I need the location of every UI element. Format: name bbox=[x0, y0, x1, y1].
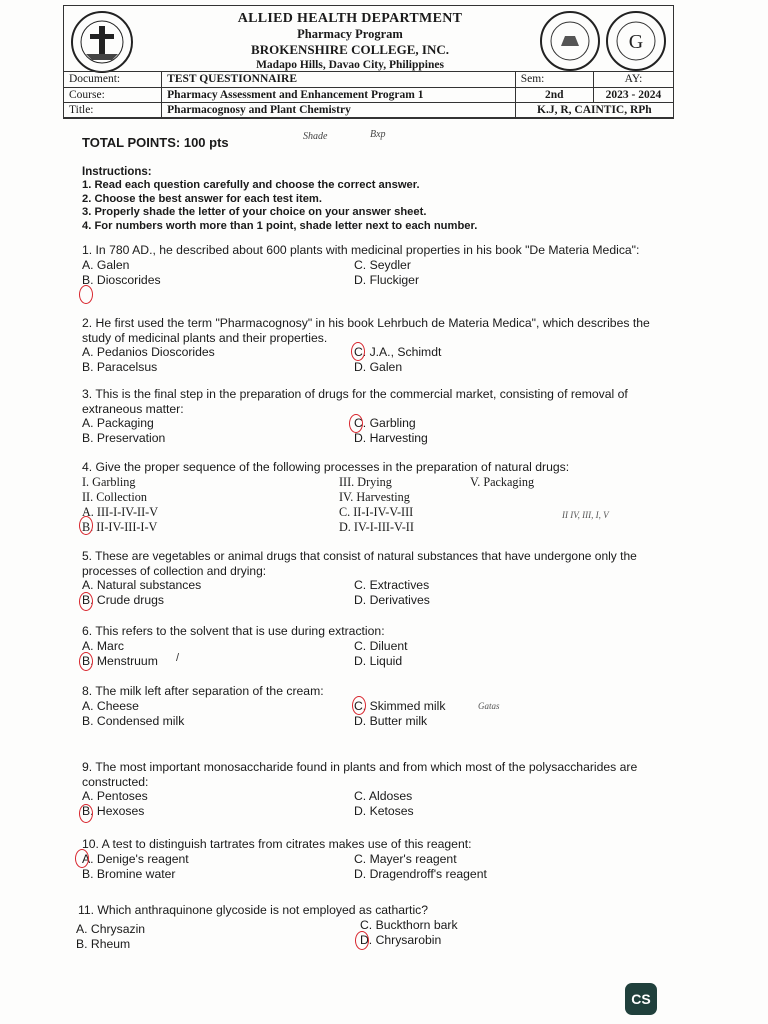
instruction-item: 3. Properly shade the letter of your choice on your answer sheet. bbox=[82, 206, 427, 218]
question-5 bbox=[82, 549, 682, 608]
process-item: V. Packaging bbox=[470, 474, 535, 489]
svg-text:G: G bbox=[628, 31, 644, 53]
college-name: BROKENSHIRE COLLEGE, INC. bbox=[251, 42, 449, 57]
ay-label: AY: bbox=[593, 72, 673, 88]
college-seal-logos bbox=[537, 8, 669, 74]
choice-a: A. Pentoses bbox=[82, 789, 148, 803]
ay-value: 2023 - 2024 bbox=[593, 87, 673, 103]
question-text: 10. A test to distinguish tartrates from citrates makes use of this reagent: bbox=[82, 837, 472, 851]
choice-c: C. J.A., Schimdt bbox=[354, 345, 442, 359]
question-11 bbox=[76, 903, 676, 951]
choice-b: B. Condensed milk bbox=[82, 713, 185, 728]
choice-d: D. Chrysarobin bbox=[360, 932, 442, 947]
answer-circle-mark bbox=[79, 285, 93, 304]
choice-b: B. II-IV-III-I-V bbox=[82, 519, 158, 534]
question-text: 5. These are vegetables or animal drugs that consist of natural substances that have undergone only the processes of collection and drying: bbox=[82, 549, 637, 578]
program-name: Pharmacy Program bbox=[297, 27, 403, 41]
answer-choices bbox=[82, 578, 682, 608]
choice-b: B. Dioscorides bbox=[82, 272, 161, 287]
answer-choices bbox=[82, 639, 682, 669]
choice-c: C. Aldoses bbox=[354, 789, 413, 803]
answer-circle-mark bbox=[79, 516, 93, 535]
process-item: I. Garbling bbox=[82, 474, 136, 489]
choice-b: B. Preservation bbox=[82, 431, 166, 445]
choice-d: D. Ketoses bbox=[354, 804, 414, 818]
sem-value: 2nd bbox=[515, 87, 593, 103]
question-9 bbox=[82, 760, 682, 819]
question-2 bbox=[82, 316, 682, 375]
question-text: 1. In 780 AD., he described about 600 plants with medicinal properties in his book "De Materia Medica": bbox=[82, 243, 640, 257]
choice-c: C. Skimmed milk bbox=[354, 698, 446, 713]
answer-circle-mark bbox=[79, 592, 93, 611]
question-text: 4. Give the proper sequence of the following processes in the preparation of natural drugs: bbox=[82, 460, 570, 474]
question-text: 9. The most important monosaccharide found in plants and from which most of the polysaccharides are constructed: bbox=[82, 760, 638, 789]
choice-d: D. Liquid bbox=[354, 653, 403, 668]
choice-b: B. Bromine water bbox=[82, 866, 176, 881]
instruction-item: 4. For numbers worth more than 1 point, shade letter next to each number. bbox=[82, 219, 478, 232]
course-label: Course: bbox=[64, 87, 162, 103]
document-label: Document: bbox=[64, 72, 162, 88]
answer-choices bbox=[82, 416, 682, 446]
question-text: 2. He first used the term "Pharmacognosy" in his book Lehrbuch de Materia Medica", which describes the study of medicinal plants and their properties. bbox=[82, 316, 650, 345]
instruction-item: 2. Choose the best answer for each test item. bbox=[82, 192, 322, 205]
answer-choices bbox=[82, 789, 682, 819]
question-6 bbox=[82, 624, 682, 669]
choice-a: A. Galen bbox=[82, 257, 130, 272]
choice-c: C. Diluent bbox=[354, 638, 408, 653]
question-text: 3. This is the final step in the preparation of drugs for the commercial market, consisting of removal of extraneous matter: bbox=[82, 387, 628, 416]
choice-c: C. Mayer's reagent bbox=[354, 851, 457, 866]
course-value: Pharmacy Assessment and Enhancement Program 1 bbox=[162, 87, 516, 103]
answer-choices bbox=[82, 852, 682, 882]
question-1 bbox=[82, 243, 682, 288]
process-list bbox=[82, 475, 682, 505]
choice-d: D. Dragendroff's reagent bbox=[354, 866, 487, 881]
title-value: Pharmacognosy and Plant Chemistry bbox=[162, 103, 516, 119]
choice-a: A. Packaging bbox=[82, 416, 154, 430]
choice-d: D. Galen bbox=[354, 360, 403, 374]
process-item: III. Drying bbox=[339, 474, 392, 489]
choice-d: D. Derivatives bbox=[354, 593, 430, 607]
question-text: 6. This refers to the solvent that is use during extraction: bbox=[82, 624, 385, 638]
camscanner-logo: CS bbox=[625, 983, 657, 1015]
answer-circle-mark bbox=[79, 652, 93, 671]
check-mark: / bbox=[176, 652, 180, 664]
choice-c: C. Seydler bbox=[354, 257, 411, 272]
title-label: Title: bbox=[64, 103, 162, 119]
choice-c: C. Buckthorn bark bbox=[360, 917, 458, 932]
choice-c: C. II-I-IV-V-III bbox=[339, 504, 414, 519]
choice-b: B. Crude drugs bbox=[82, 593, 164, 607]
handwritten-note: Shade bbox=[303, 131, 328, 142]
intro-section bbox=[82, 130, 682, 233]
handwritten-note: II IV, III, I, V bbox=[562, 510, 609, 520]
handwritten-note: Gatas bbox=[478, 701, 500, 711]
choice-d: D. Fluckiger bbox=[354, 272, 420, 287]
sem-label: Sem: bbox=[515, 72, 593, 88]
answer-circle-mark bbox=[79, 804, 93, 823]
question-4 bbox=[82, 460, 682, 535]
choice-a: A. Natural substances bbox=[82, 578, 202, 592]
choice-b: B. Rheum bbox=[76, 936, 131, 951]
instruction-item: 1. Read each question carefully and choose the correct answer. bbox=[82, 179, 420, 191]
choice-d: D. Butter milk bbox=[354, 713, 428, 728]
church-seal-logo bbox=[68, 8, 148, 74]
process-item: II. Collection bbox=[82, 489, 147, 504]
answer-circle-mark bbox=[355, 931, 369, 950]
choice-b: B. Paracelsus bbox=[82, 360, 158, 374]
question-10 bbox=[82, 837, 682, 882]
answer-circle-mark bbox=[351, 342, 365, 361]
answer-choices bbox=[76, 917, 676, 951]
choice-b: B. Menstruum bbox=[82, 653, 158, 668]
question-text: 11. Which anthraquinone glycoside is not employed as cathartic? bbox=[78, 903, 429, 917]
handwritten-note: Bxp bbox=[370, 129, 386, 140]
process-item: IV. Harvesting bbox=[339, 489, 410, 504]
document-value: TEST QUESTIONNAIRE bbox=[162, 72, 516, 88]
question-text: 8. The milk left after separation of the cream: bbox=[82, 684, 324, 698]
choice-d: D. IV-I-III-V-II bbox=[339, 519, 414, 534]
choice-c: C. Extractives bbox=[354, 578, 430, 592]
author-name: K.J, R, CAINTIC, RPh bbox=[515, 103, 673, 119]
choice-a: A. Marc bbox=[82, 638, 124, 653]
department-name: ALLIED HEALTH DEPARTMENT bbox=[237, 11, 463, 26]
document-info-table bbox=[63, 71, 674, 119]
answer-circle-mark bbox=[352, 696, 366, 715]
choice-d: D. Harvesting bbox=[354, 431, 428, 445]
answer-circle-mark bbox=[349, 414, 363, 433]
choice-b: B. Hexoses bbox=[82, 804, 145, 818]
answer-choices bbox=[82, 258, 682, 288]
choice-c: C. Garbling bbox=[354, 416, 416, 430]
choice-a: A. Denige's reagent bbox=[82, 851, 189, 866]
choice-a: A. Pedanios Dioscorides bbox=[82, 345, 215, 359]
choice-a: A. Chrysazin bbox=[76, 921, 146, 936]
answer-circle-mark bbox=[75, 849, 89, 868]
choice-a: A. Cheese bbox=[82, 698, 139, 713]
answer-choices bbox=[82, 345, 682, 375]
answer-choices bbox=[82, 699, 682, 729]
college-address: Madapo Hills, Davao City, Philippines bbox=[256, 59, 444, 71]
question-8 bbox=[82, 684, 682, 729]
header-titles bbox=[164, 10, 536, 72]
choice-a: A. III-I-IV-II-V bbox=[82, 504, 159, 519]
question-3 bbox=[82, 387, 682, 446]
total-points: TOTAL POINTS: 100 pts bbox=[82, 135, 229, 150]
instructions-title: Instructions: bbox=[82, 165, 152, 178]
